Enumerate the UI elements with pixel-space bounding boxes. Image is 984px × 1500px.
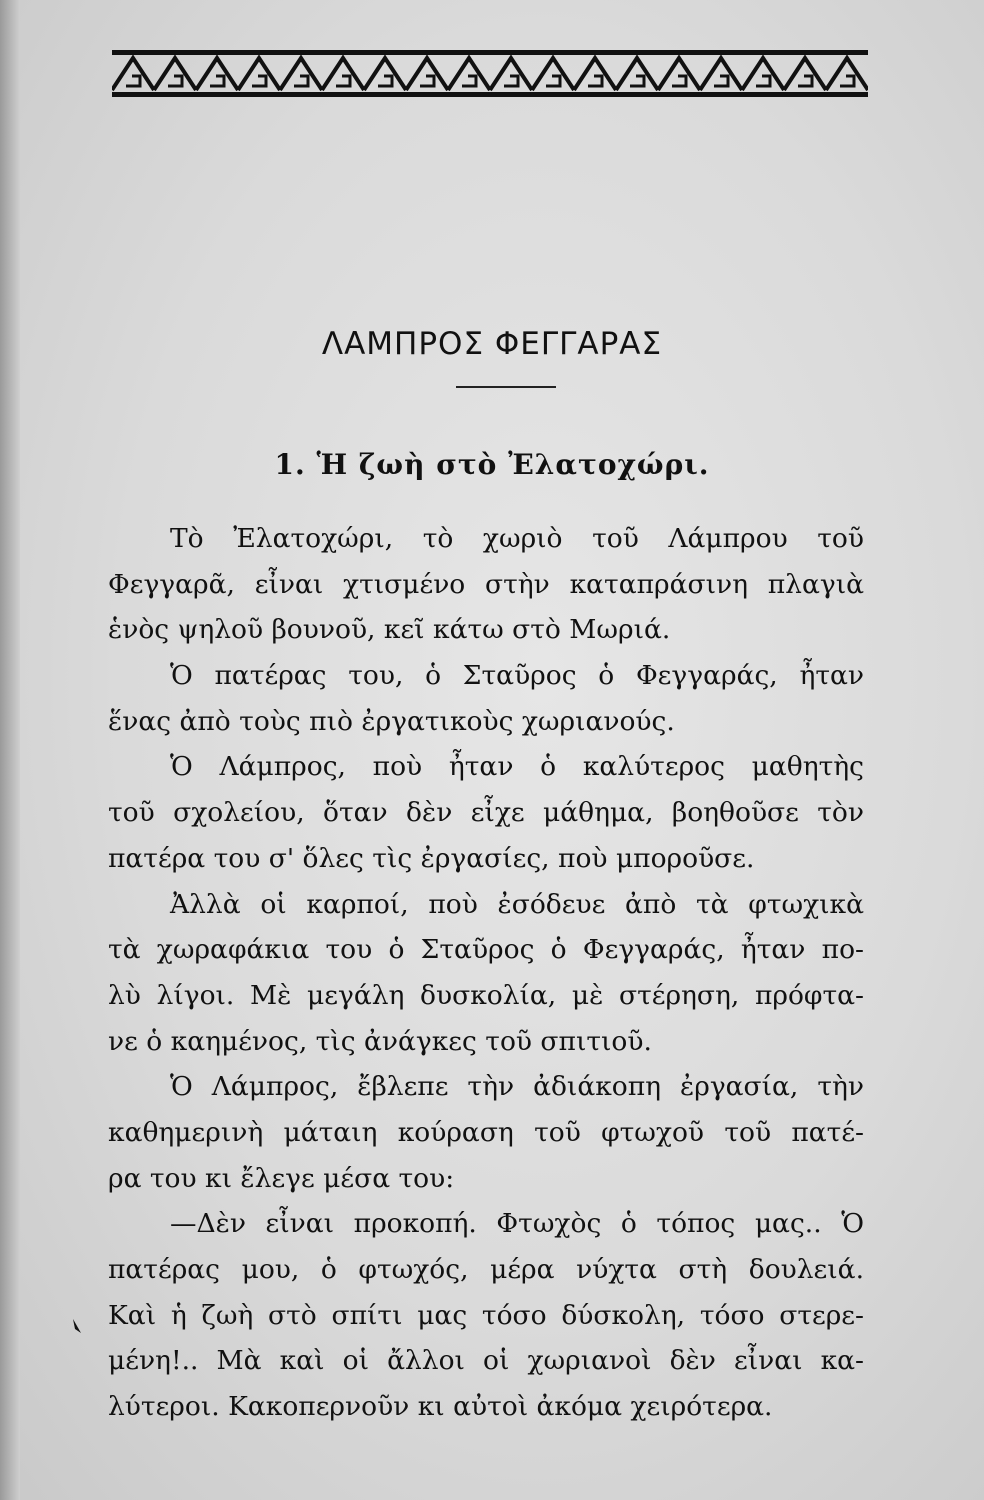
text-line: τὰ χωραφάκια του ὁ Σταῦρος ὁ Φεγγαράς, ἦταν πο- <box>108 934 864 966</box>
text-line: ἕνας ἀπὸ τοὺς πιὸ ἐργατικοὺς χωριανούς. <box>108 705 675 737</box>
text-line: Ὁ Λάμπρος, ποὺ ἦταν ὁ καλύτερος μαθητὴς <box>170 751 864 783</box>
body-text <box>108 516 864 1430</box>
text-line: τοῦ σχολείου, ὅταν δὲν εἶχε μάθημα, βοηθοῦσε τὸν <box>108 797 864 829</box>
text-line: Ἀλλὰ οἱ καρποί, ποὺ ἐσόδευε ἀπὸ τὰ φτωχικὰ <box>170 888 864 920</box>
page-corner-mark <box>72 1318 82 1334</box>
text-line: ἑνὸς ψηλοῦ βουνοῦ, κεῖ κάτω στὸ Μωριά. <box>108 614 671 646</box>
text-line: Ὁ Λάμπρος, ἔβλεπε τὴν ἀδιάκοπη ἐργασία, τὴν <box>170 1071 864 1103</box>
text-line: Καὶ ἡ ζωὴ στὸ σπίτι μας τόσο δύσκολη, τόσο στερε- <box>108 1299 864 1331</box>
text-line: ρα του κι ἔλεγε μέσα του: <box>108 1162 455 1194</box>
text-line: —Δὲν εἶναι προκοπή. Φτωχὸς ὁ τόπος μας.. Ὁ <box>170 1208 864 1240</box>
chapter-heading: 1. Ἡ ζωὴ στὸ Ἐλατοχώρι. <box>274 448 710 481</box>
text-line: καθημερινὴ μάταιη κούραση τοῦ φτωχοῦ τοῦ πατέ- <box>108 1116 864 1148</box>
text-line: λύτεροι. Κακοπερνοῦν κι αὐτοὶ ἀκόμα χειρότερα. <box>108 1391 773 1423</box>
text-line: Φεγγαρᾶ, εἶναι χτισμένο στὴν καταπράσινη πλαγιὰ <box>108 568 864 600</box>
text-line: νε ὁ καημένος, τὶς ἀνάγκες τοῦ σπιτιοῦ. <box>108 1025 652 1057</box>
text-line: μένη!.. Μὰ καὶ οἱ ἄλλοι οἱ χωριανοὶ δὲν εἶναι κα- <box>108 1345 864 1377</box>
book-title: ΛΑΜΠΡΟΣ ΦΕΓΓΑΡΑΣ <box>321 326 663 362</box>
text-line: λὺ λίγοι. Μὲ μεγάλη δυσκολία, μὲ στέρηση, πρόφτα- <box>108 979 864 1011</box>
text-line: πατέρας μου, ὁ φτωχός, μέρα νύχτα στὴ δουλειά. <box>108 1254 864 1285</box>
text-line: Τὸ Ἐλατοχώρι, τὸ χωριὸ τοῦ Λάμπρου τοῦ <box>170 523 864 554</box>
title-divider <box>456 386 556 388</box>
greek-key-border-ornament <box>112 40 868 104</box>
text-line: πατέρα του σ' ὅλες τὶς ἐργασίες, ποὺ μποροῦσε. <box>108 842 755 874</box>
text-line: Ὁ πατέρας του, ὁ Σταῦρος ὁ Φεγγαράς, ἦταν <box>170 660 864 692</box>
page-edge-shadow <box>0 0 20 1500</box>
